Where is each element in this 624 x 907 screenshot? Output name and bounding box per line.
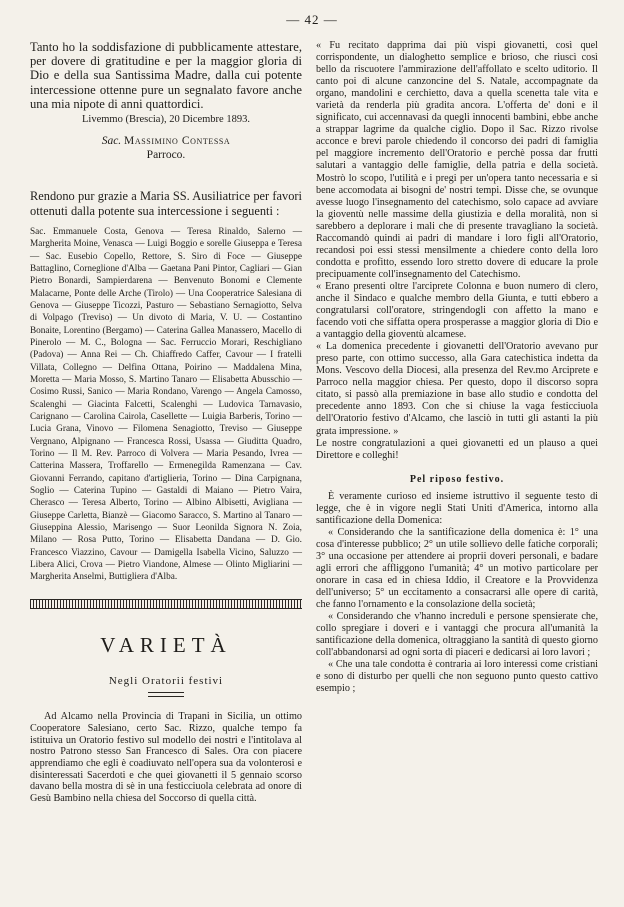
riposo-paragraph: È veramente curioso ed insieme istruttivo il seguente testo di legge, che è in vigore negli Stati Uniti d'America, intorno alla santificazione della Domenica: [316, 490, 598, 526]
right-column [316, 40, 598, 695]
signature-prefix: Sac. [101, 135, 122, 148]
page-number: — 42 — [286, 12, 338, 27]
report-paragraph: « Erano presenti oltre l'arciprete Colonna e buon numero di clero, anche il Sindaco e qualche membro della Giunta, e tutti ebbero a congratularsi coll'oratore, stringendogli con affetto la mano e facendo voti che siffatta opera prosperasse a maggior gloria di Dio e a vantaggio della gioventù alcamese. [316, 280, 598, 341]
subsection-title: Negli Oratorii festivi [108, 675, 224, 688]
report-paragraph: « Fu recitato dapprima dai più vispi giovanetti, così quel corrispondente, un dialoghetto semplice e brioso, che riuscì così bello da riscuotere l'ammirazione dell'affollato e scelto uditorio. Il canto poi di alcune canzoncine del S. Natale, accompagnate da organo, mandolini e cerchietto, dava a quella scenetta tale vita e varietà da renderla più gradita ancora. L'offerta de' doni e il significato, cui accennavasi da quegli innocenti bambini, ebbe anche a strappar lagrime da qualche ciglio. Dopo il Sac. Rizzo rivolse acconce e brevi parole chiedendo il concorso dei padri di famiglia pel maggiore incremento dell'Oratorio e perchè possa dar frutti salutari a vantaggio delle famiglie, della patria e della società. Mostrò lo scopo, l'utilità e i pregi per un'opera tanto necessaria e sì bene accomodata ai bisogni de' nostri tempi. Disse che, se ovunque avesse luogo l'insegnamento del catechismo, solo capace ad avviare la gioventù nelle massime della giustizia e della moralità, non si sarebbero a deplorare i mali che di presente travagliano la società. Raccomandò quindi ai padri di mandare i loro figli all'Oratorio, recandosi poi essi stessi mensilmente a chiedere conto della loro condotta e profitto, essendo loro stretto dovere di educare la prole precipuamente coll'insegnamento del Catechismo. [316, 40, 598, 280]
riposo-paragraph: « Che una tale condotta è contraria ai loro interessi come cristiani e sono di disturbo per quelli che non seguono punto questo cattivo esempio ; [316, 659, 598, 695]
alcamo-report [316, 40, 598, 462]
left-column [30, 40, 302, 805]
place-date: Livemmo (Brescia), 20 Dicembre 1893. [82, 114, 250, 126]
section-title: VARIETÀ [100, 632, 232, 657]
thanks-text: Tanto ho la soddisfazione di pubblicamente attestare, per dovere di gratitudine e per la maggior gloria di Dio e della sua Santissima Madre, dalla cui potente intercessione ottenne pure un segnalato favore anche una mia nipote di anni quattordici. [30, 40, 302, 111]
grazie-intro: Rendono pur grazie a Maria SS. Ausiliatrice per favori ottenuti dalla potente sua intercessione i seguenti : [30, 189, 302, 218]
title-flourish [148, 692, 184, 697]
signature [30, 135, 302, 148]
report-paragraph: Le nostre congratulazioni a quei giovanetti ed un plauso a quei Direttore e colleghi! [316, 437, 598, 461]
report-paragraph: « La domenica precedente i giovanetti dell'Oratorio avevano pur preso parte, con ottimo successo, alla Gara catechistica indetta da Mons. Vescovo della Diocesi, alla presenza del Rev.mo Arciprete e Parroco nella maggior chiesa. Per questo, dopo il discorso sopra citato, si passò alla premiazione in base allo studio e condotta del precedente anno 1893. Con che si chiuse la vaga festicciuola dell'Oratorio festivo d'Alcamo, che lasciò in tutti gli astanti la più grata impressione. » [316, 341, 598, 437]
riposo-body [316, 491, 598, 696]
riposo-paragraph: « Considerando che v'hanno increduli e persone spensierate che, collo spregiare i doveri e i vantaggi che procura all'umanità la santificazione della domenica, oltraggiano la santità di questo giorno coll'abbandonarsi ad ogni sorta di piaceri e dedicarsi ai loro lavori ; [316, 611, 598, 659]
variety-body: Ad Alcamo nella Provincia di Trapani in Sicilia, un ottimo Cooperatore Salesiano, certo Sac. Rizzo, qualche tempo fa istituiva un Oratorio festivo sul modello dei nostri e l'intitolava al nostro Patrono stesso San Francesco di Sales. Ora con piacere apprendiamo che egli è coadiuvato nell'opera sua da volonterosi e disinteressati Sacerdoti e che quei giovanetti il 5 gennaio scorso davano bella mostra di sè in una festicciuola celebrata ad onore di Gesù Bambino nella chiesa del Soccorso di quella città. [30, 711, 302, 805]
signature-name: Massimino Contessa [124, 135, 231, 148]
ornamental-rule [30, 599, 302, 609]
signature-role: Parroco. [146, 149, 186, 162]
thanks-notice [30, 40, 302, 162]
devotees-list: Sac. Emmanuele Costa, Genova — Teresa Rinaldo, Salerno — Margherita Moine, Venasca — Luigi Boggio e sorelle Giuseppa e Teresa — Sac. Eusebio Copello, Rettore, S. Siro di Foce — Giuseppe Battaglino, Corneglione d'Alba — Gaetana Pani Pintor, Cagliari — Gian Pietro Bonardi, Sampierdarena — Benvenuto Bonomi e Clemente Malacarne, Ponte delle Arche (Tirolo) — Una Cooperatrice Salesiana di Genova — Giuseppe Ticozzi, Pasturo — Sebastiano Sernagiotto, Selva di Volpago (Treviso) — Un divoto di Maria, V. U. — Costantino Bonaite, Lorentino (Bergamo) — Caterina Gallea Manassero, Macello di Pinerolo — M. C., Bologna — Sac. Ferruccio Morari, Reschigliano (Padova) — Anna Rei — Ch. Chiaffredo Caffer, Cavour — I fratelli Villata, Collegno — Delfina Ottana, Poirino — Maddalena Mina, Moretta — Maria Mosso, S. Martino Tanaro — Elisabetta Abusschio — Cosimo Russi, Sanico — Maria Rondano, Varengo — Angela Camosso, Scalenghi — Giacinta Falcetti, Scalenghi — Ludovica Tarnavasio, Carignano — Carolina Cairola, Casellette — Luigia Barberis, Torino — Lucia Grana, Vinovo — Filomena Senagiotto, Treviso — Giuseppe Vergnano, Alpignano — Francesca Rossi, Usassa — Giuditta Quadro, Torino — Il M. Rev. Parroco di Volvera — Maria Pesando, Ivrea — Catterina Massera, Troffarello — Ermenegilda Ramenzana — Cav. Giovanni Ferrando, capitano d'artiglieria, Torino — Dina Carpignana, Soglio — Caterina Tupino — Gastaldi di Maiano — Pietro Vaira, Cherasco — Teresa Alberto, Torino — Albino Albisetti, Avigliana — Giuseppe Carletta, Bianzè — Giacomo Saracco, S. Martino al Tanaro — Giuseppina Alessio, Marisengo — Suor Leonilda Signora N. Zoia, Milano — Rosa Putto, Torino — Elisabetta Dandana — D. Gio. Francesco Viazzino, Cavour — Damigella Isabella Vicino, Saluzzo — Libera Alici, Crova — Pietro Viandone, Almese — Olinto Migliarini — Margherita Anselmi, Buttigliera d'Alba. [30, 226, 302, 583]
riposo-paragraph: « Considerando che la santificazione della domenica è: 1° una cosa d'interesse pubblico; 2° un utile sollievo delle fatiche corporali; 3° una occasione per attendere ai proprii doveri personali, e badare agli errori che affliggono l'umanità; 4° un motivo particolare per onorare in casa ed in chiesa Iddio, il Creatore e la Provvidenza dell'universo; 5° un eccitamento a consacrarsi alle opere di carità, che fanno l'ornamento e la consolazione della società; [316, 526, 598, 611]
riposo-title: Pel riposo festivo. [409, 473, 505, 485]
